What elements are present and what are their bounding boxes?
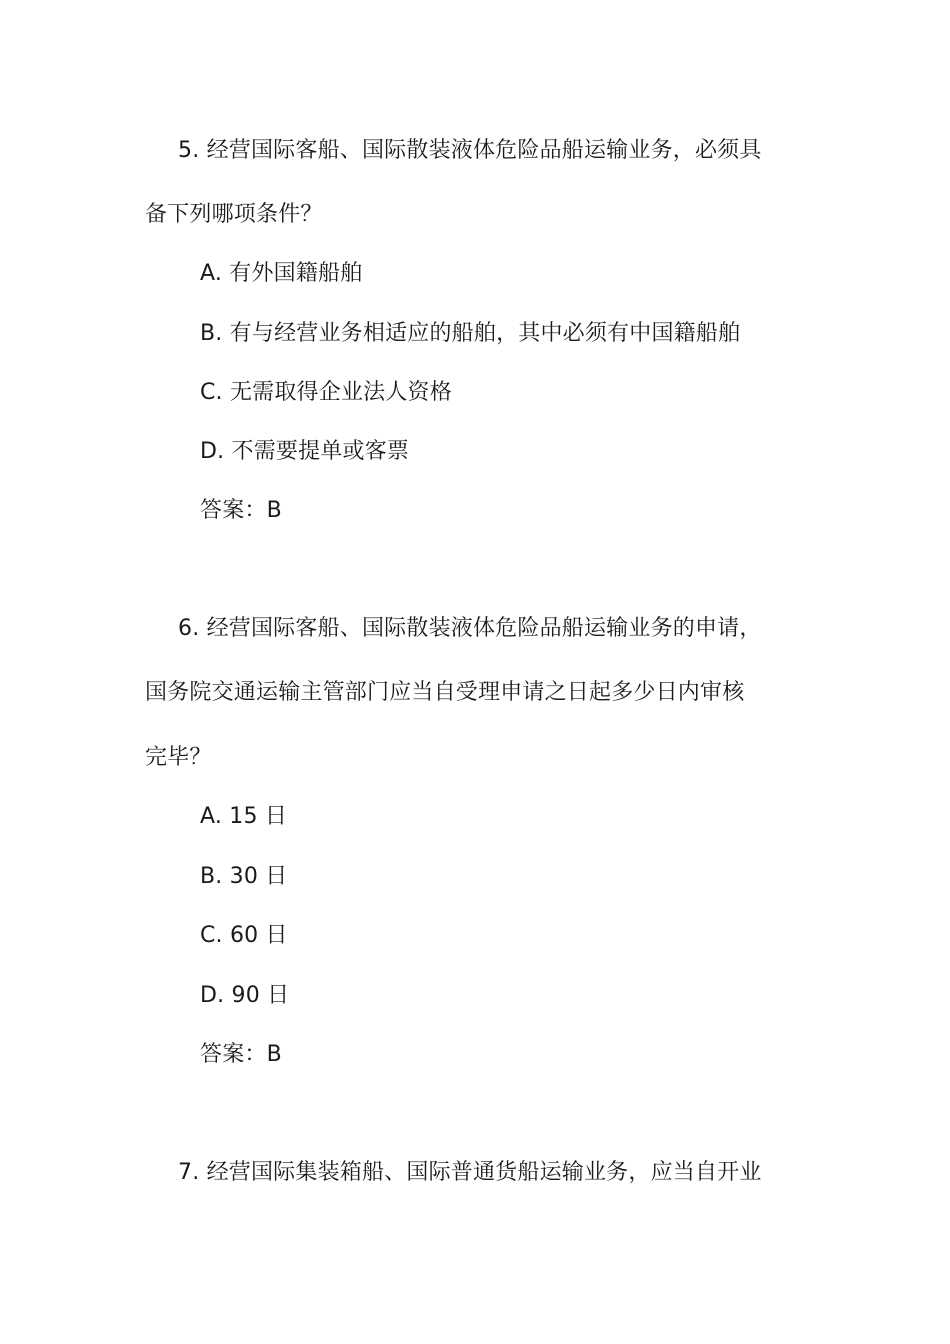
question-5-option-b: B. 有与经营业务相适应的船舶，其中必须有中国籍船舶	[200, 321, 741, 346]
question-5-option-c: C. 无需取得企业法人资格	[200, 380, 452, 405]
question-6-option-b: B. 30 日	[200, 864, 288, 889]
question-5-option-a: A. 有外国籍船舶	[200, 261, 363, 286]
question-6-text-line-3: 完毕？	[145, 745, 212, 770]
question-5-text-line-1: 5. 经营国际客船、国际散装液体危险品船运输业务，必须具	[178, 138, 762, 163]
question-6-answer: 答案：B	[200, 1042, 282, 1067]
question-6-text-line-1: 6. 经营国际客船、国际散装液体危险品船运输业务的申请，	[178, 616, 762, 641]
question-5-text-line-2: 备下列哪项条件？	[145, 202, 323, 227]
question-6-option-d: D. 90 日	[200, 983, 290, 1008]
question-5-option-d: D. 不需要提单或客票	[200, 439, 410, 464]
question-7-text-line-1: 7. 经营国际集装箱船、国际普通货船运输业务，应当自开业	[178, 1160, 762, 1185]
question-6-option-c: C. 60 日	[200, 923, 288, 948]
question-6-option-a: A. 15 日	[200, 804, 288, 829]
question-5-answer: 答案：B	[200, 498, 282, 523]
question-6-text-line-2: 国务院交通运输主管部门应当自受理申请之日起多少日内审核	[145, 680, 745, 705]
